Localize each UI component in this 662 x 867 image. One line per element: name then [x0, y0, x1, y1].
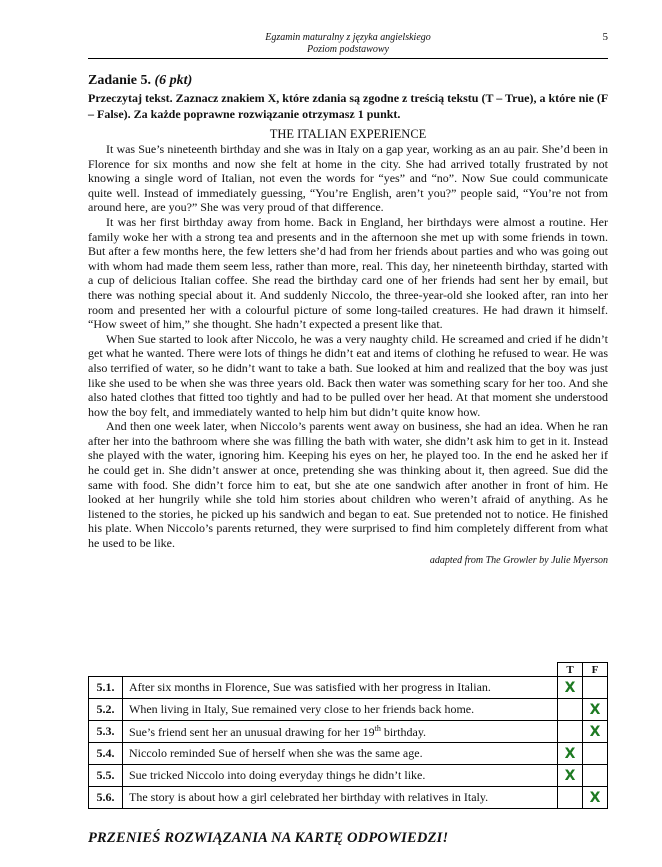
false-cell[interactable]: X — [583, 699, 608, 721]
table-header-row — [89, 663, 608, 677]
true-cell[interactable] — [558, 721, 583, 743]
task-content — [88, 73, 608, 566]
story-paragraph: It was Sue’s nineteenth birthday and she was in Italy on a gap year, working as an au pair. She’d been in Florence for six months and now she felt at home in the city. She had arrived totally frustrated by not knowing a single word of Italian, not even the words for “yes” and “no”. Now Sue could communicate quite well. Instead of immediately guessing, “You’re English, aren’t you?” people said, “You’re not from around here, are you?” She was very proud of that difference. — [88, 142, 608, 215]
true-cell[interactable]: X — [558, 743, 583, 765]
task-instructions: Przeczytaj tekst. Zaznacz znakiem X, które zdania są zgodne z treścią tekstu (T – True), a które nie (F – False). Za każde poprawne rozwiązanie otrzymasz 1 punkt. — [88, 91, 608, 121]
true-cell[interactable]: X — [558, 765, 583, 787]
true-cell[interactable]: X — [558, 677, 583, 699]
exam-level: Poziom podstawowy — [307, 44, 389, 55]
true-false-table — [88, 662, 608, 809]
statement-text: Sue’s friend sent her an unusual drawing for her 19th birthday. — [123, 721, 558, 743]
statement-number: 5.6. — [89, 787, 123, 809]
false-cell[interactable] — [583, 743, 608, 765]
false-cell[interactable] — [583, 677, 608, 699]
statement-number: 5.3. — [89, 721, 123, 743]
table-row — [89, 699, 608, 721]
statement-text: Niccolo reminded Sue of herself when she was the same age. — [123, 743, 558, 765]
column-true: T — [558, 663, 583, 677]
page-number: 5 — [602, 31, 608, 43]
statement-text: When living in Italy, Sue remained very close to her friends back home. — [123, 699, 558, 721]
page-header — [88, 28, 608, 59]
statement-number: 5.1. — [89, 677, 123, 699]
statement-text: Sue tricked Niccolo into doing everyday things he didn’t like. — [123, 765, 558, 787]
true-cell[interactable] — [558, 787, 583, 809]
statement-text: The story is about how a girl celebrated her birthday with relatives in Italy. — [123, 787, 558, 809]
story-title: THE ITALIAN EXPERIENCE — [269, 127, 427, 141]
statement-text: After six months in Florence, Sue was satisfied with her progress in Italian. — [123, 677, 558, 699]
table-row — [89, 765, 608, 787]
story-paragraph: It was her first birthday away from home. Back in England, her birthdays were almost a routine. Her family woke her with a strong tea and presents and in the afternoon she met up with some friends in town. But after a few months here, the few letters she’d had from her friends about parties and who was going out with whom had made them seem less, rather than more, real. This day, her nineteenth birthday, started with a cup of delicious Italian coffee. She read the birthday card one of her friends had sent her by email, but there was nothing special about it. And suddenly Niccolo, the three-year-old she looked after, ran into her room and presented her with a colourful picture of some long-tailed creatures. He had drawn it himself. “How sweet of him,” she thought. She hadn’t expected a present like that. — [88, 214, 608, 332]
story-paragraph: When Sue started to look after Niccolo, he was a very naughty child. He screamed and cried if he didn’t get what he wanted. There were lots of things he didn’t eat and items of clothing he refused to wear. He was also terrified of water, so he didn’t want to take a bath. Sue looked at him and realized that the boy was just like she used to be when she was three years old. Back then water was something scary for her too. And she also hated clothes that fitted too tightly and had to be pulled over her head. At that moment she understood how the boy felt, and immediately wanted to help him but didn’t quite know how. — [88, 331, 608, 419]
table-row — [89, 721, 608, 743]
transfer-answers-note: PRZENIEŚ ROZWIĄZANIA NA KARTĘ ODPOWIEDZI! — [88, 830, 449, 846]
story-source: adapted from The Growler by Julie Myerson — [429, 554, 608, 566]
story-paragraph: And then one week later, when Niccolo’s parents went away on business, she had an idea. When he ran after her into the bathroom where she was filling the bath with water, she didn’t ask him to get in it. Instead she played with the water, ignoring him. Keeping his eyes on her, he played too. In the end he asked her if he could get in. She didn’t answer at once, pretending she was thinking about it, then agreed. Sue did the same with food. She didn’t force him to eat, but she ate one sandwich after another in front of him. He looked at her hungrily while she told him stories about children who weren’t afraid of anything. As he listened to the stories, he picked up his sandwich and began to eat. Sue pretended not to notice. He finished his plate. When Niccolo’s parents returned, they were surprised to find him completely different from what he used to be like. — [88, 419, 608, 551]
table-row — [89, 743, 608, 765]
false-cell[interactable] — [583, 765, 608, 787]
statement-number: 5.5. — [89, 765, 123, 787]
false-cell[interactable]: X — [583, 721, 608, 743]
statement-number: 5.4. — [89, 743, 123, 765]
true-cell[interactable] — [558, 699, 583, 721]
statement-number: 5.2. — [89, 699, 123, 721]
false-cell[interactable]: X — [583, 787, 608, 809]
column-false: F — [583, 663, 608, 677]
table-row — [89, 787, 608, 809]
task-points: (6 pkt) — [154, 73, 193, 88]
exam-title: Egzamin maturalny z języka angielskiego — [265, 32, 431, 43]
task-title: Zadanie 5. — [88, 73, 152, 88]
table-row — [89, 677, 608, 699]
task-heading — [88, 73, 608, 89]
